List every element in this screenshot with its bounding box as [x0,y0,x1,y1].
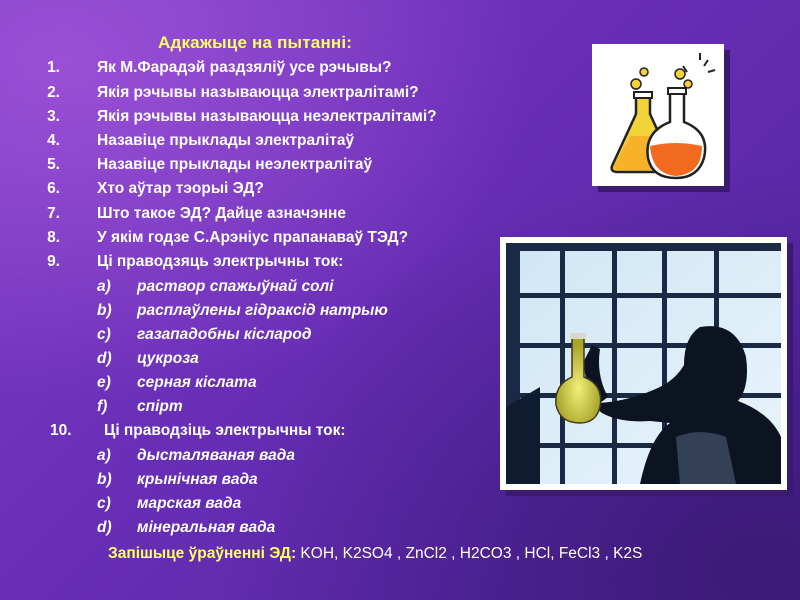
question-text: Ці праводзяць электрычны ток: [97,253,344,270]
equations-list: KOH, K2SO4 , ZnCl2 , H2CO3 , HCl, FeCl3 , K2S [300,545,643,562]
question-text: У якім годзе С.Арэніус прапанаваў ТЭД? [97,229,409,246]
question-number: 7. [47,205,60,222]
option-text: дысталяваная вада [137,447,295,464]
question-number: 5. [47,156,60,173]
option-text: марская вада [137,495,242,512]
question-number: 2. [47,84,60,101]
option-letter: b) [97,302,112,319]
slide-title: Адкажыце на пытанні: [158,33,353,52]
option-text: крынічная вада [137,471,258,488]
option-letter: e) [97,374,111,391]
question-number: 1. [47,59,60,76]
option-text: газападобны кісларод [137,326,312,343]
question-number: 10. [50,422,72,439]
question-number: 9. [47,253,60,270]
question-text: Што такое ЭД? Дайце азначэнне [97,205,347,222]
option-letter: c) [97,495,111,512]
question-text: Якія рэчывы называюцца неэлектралітамі? [97,108,437,125]
option-text: спірт [137,398,183,415]
question-number: 6. [47,180,60,197]
option-text: раствор спажыўнай солі [137,278,334,295]
equations-task [108,543,768,564]
question-number: 8. [47,229,60,246]
option-text: цукроза [137,350,199,367]
option-text: мінеральная вада [137,519,276,536]
option-letter: d) [97,519,112,536]
option-letter: d) [97,350,112,367]
flasks-icon [592,44,724,186]
scientist-photo [500,237,787,490]
chemistry-flasks-image [592,44,724,186]
question-number: 3. [47,108,60,125]
option-letter: c) [97,326,111,343]
question-text: Ці праводзіць электрычны ток: [104,422,346,439]
option-text: серная кіслата [137,374,257,391]
equations-label: Запішыце ўраўненні ЭД: [108,545,297,562]
option-letter: f) [97,398,108,415]
option-text: расплаўлены гідраксід натрыю [137,302,388,319]
scientist-with-flask-icon [500,237,787,490]
option-letter: a) [97,447,111,464]
option-letter: b) [97,471,112,488]
option-letter: a) [97,278,111,295]
question-text: Назавіце прыклады неэлектралітаў [97,156,373,173]
question-text: Хто аўтар тэорыі ЭД? [97,180,264,197]
question-number: 4. [47,132,60,149]
question-text: Назавіце прыклады электралітаў [97,132,355,149]
question-text: Як М.Фарадэй раздзяліў усе рэчывы? [97,59,392,76]
question-text: Якія рэчывы называюцца электралітамі? [97,84,419,101]
